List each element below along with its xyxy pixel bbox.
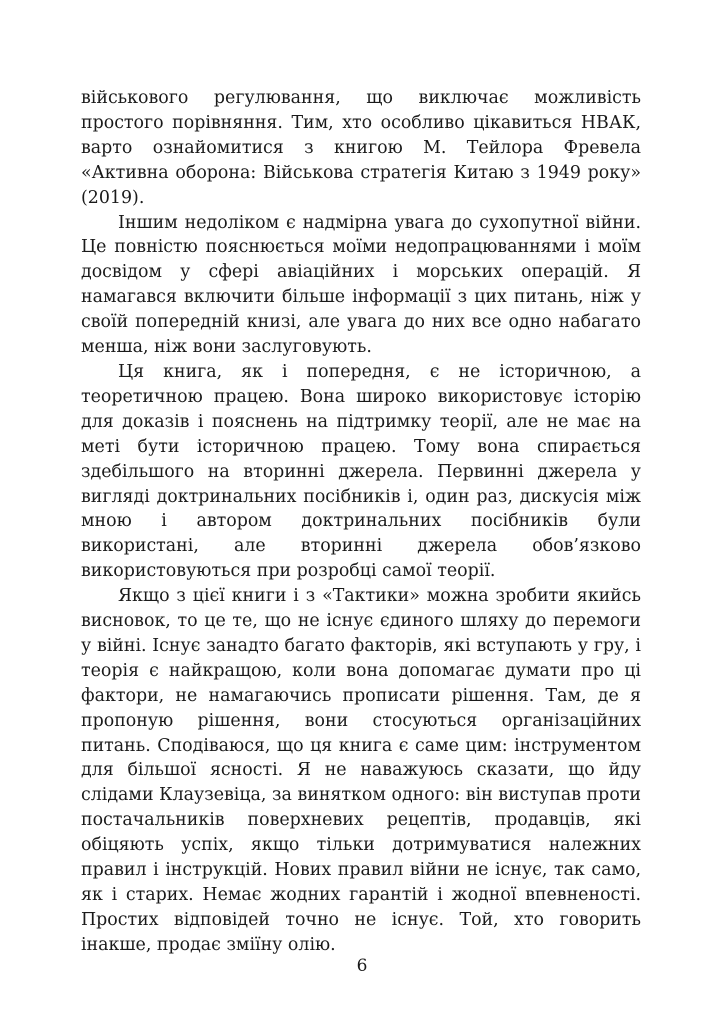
paragraph-ground-war: Іншим недоліком є надмірна увага до сухопутної війни. Це повністю пояснюється моїми недопрацюваннями і моїм досвідом у сфері авіаційних і морських операцій. Я намагався включити більше інформації з цих питань, ніж у своїй попередній книзі, але увага до них все одно набагато менша, ніж вони заслуговують. [81,212,641,358]
body-text [81,86,641,958]
paragraph-conclusion: Якщо з цієї книги і з «Тактики» можна зробити якийсь висновок, то це те, що не існує єдиного шляху до перемоги у війні. Існує занадто багато факторів, які вступають у гру, і теорія є найкращою, коли вона допомагає думати про ці фактори, не намагаючись прописати рішення. Там, де я пропоную рішення, вони стосуються організаційних питань. Сподіваюся, що ця книга є саме цим: інструментом для більшої ясності. Я не наважуюсь сказати, що йду слідами Клаузевіца, за винятком одного: він виступав проти постачальників поверхневих рецептів, продавців, які обіцяють успіх, якщо тільки дотримуватися належних правил і інструкцій. Нових правил війни не існує, так само, як і старих. Немає жодних гарантій і жодної впевненості. Простих відповідей точно не існує. Той, хто говорить інакше, продає зміїну олію. [81,586,641,955]
paragraph-continuation: військового регулювання, що виключає можливість простого порівняння. Тим, хто особливо цікавиться НВАК, варто ознайомитися з книгою М. Тейлора Фревела «Активна оборона: Військова стратегія Китаю з 1949 року» (2019). [81,88,641,208]
page-number: 6 [356,956,368,976]
paragraph-theoretical-work: Ця книга, як і попередня, є не історичною, а теоретичною працею. Вона широко використовує історію для доказів і пояснень на підтримку теорії, але не має на меті бути історичною працею. Тому вона спирається здебільшого на вторинні джерела. Первинні джерела у вигляді доктринальних посібників і, один раз, дискусія між мною і автором доктринальних посібників були використані, але вторинні джерела обов’язково використовуються при розробці самої теорії. [81,361,641,582]
